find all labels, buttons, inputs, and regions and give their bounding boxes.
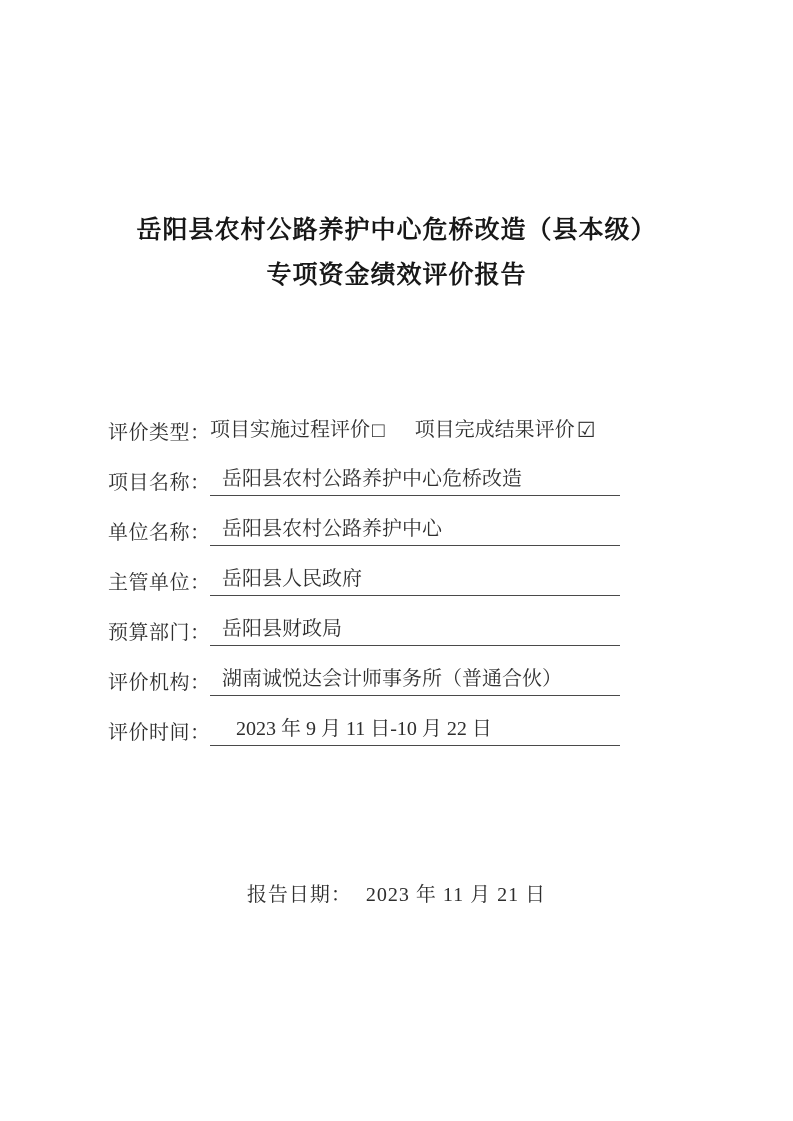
evaluation-period-value: 2023 年 9 月 11 日-10 月 22 日 <box>210 716 620 746</box>
report-title-line2: 专项资金绩效评价报告 <box>266 262 527 289</box>
budget-department-value: 岳阳县财政局 <box>210 616 620 646</box>
supervisor-unit-label: 主管单位： <box>108 572 211 594</box>
report-date-line <box>0 878 793 907</box>
evaluation-option-process-label: 项目实施过程评价 <box>210 419 370 441</box>
field-row-evaluation-agency <box>108 666 620 696</box>
unit-name-label: 单位名称： <box>108 522 211 544</box>
checkbox-unchecked-icon: □ <box>372 417 385 442</box>
evaluation-option-process <box>210 417 385 443</box>
evaluation-agency-label: 评价机构： <box>108 672 211 694</box>
unit-name-value: 岳阳县农村公路养护中心 <box>210 516 620 546</box>
field-row-budget-department <box>108 616 620 646</box>
project-name-value: 岳阳县农村公路养护中心危桥改造 <box>210 466 620 496</box>
report-date-label: 报告日期： <box>246 884 352 906</box>
evaluation-type-options <box>210 417 596 446</box>
project-name-label: 项目名称： <box>108 472 211 494</box>
checkbox-checked-icon: ☑ <box>576 417 596 442</box>
field-row-project-name <box>108 466 620 496</box>
evaluation-type-label: 评价类型： <box>108 422 211 444</box>
field-row-supervisor-unit <box>108 566 620 596</box>
field-row-unit-name <box>108 516 620 546</box>
evaluation-option-result-label: 项目完成结果评价 <box>414 419 575 441</box>
report-date-value: 2023 年 11 月 21 日 <box>365 884 547 906</box>
field-row-evaluation-type <box>108 416 620 446</box>
cover-fields <box>108 416 620 746</box>
evaluation-option-result <box>415 417 596 443</box>
field-row-evaluation-period <box>108 716 620 746</box>
evaluation-agency-value: 湖南诚悦达会计师事务所（普通合伙） <box>210 666 620 696</box>
supervisor-unit-value: 岳阳县人民政府 <box>210 566 620 596</box>
report-title-block <box>0 0 793 298</box>
evaluation-period-label: 评价时间： <box>108 722 211 744</box>
budget-department-label: 预算部门： <box>108 622 211 644</box>
report-title-line1: 岳阳县农村公路养护中心危桥改造（县本级） <box>136 217 657 244</box>
